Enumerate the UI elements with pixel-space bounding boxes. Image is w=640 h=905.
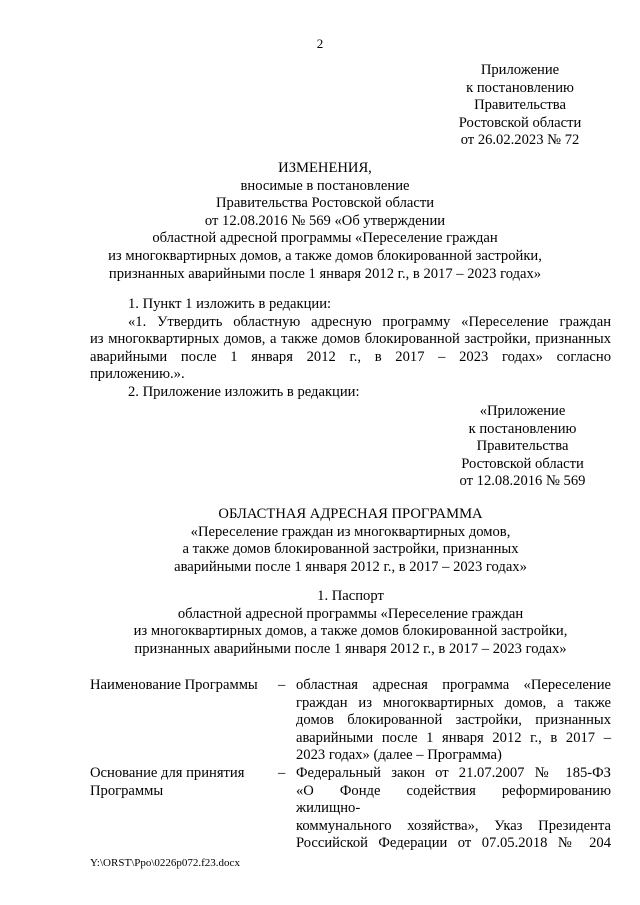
appendix-new-line: Ростовской области (461, 455, 584, 472)
changes-subtitle-line: от 12.08.2016 № 569 «Об утверждении (204, 212, 446, 229)
appendix-line: Приложение (480, 62, 560, 78)
value-line: 2023 годах» (далее – Программа) (296, 747, 502, 764)
appendix-header (440, 62, 600, 150)
passport-subtitle-line: областной адресной программы «Переселение граждан (177, 605, 524, 622)
passport-row-basis (90, 765, 611, 853)
program-subtitle-line: аварийными после 1 января 2012 г., в 2017 – 2023 годах» (174, 558, 527, 575)
dash: – (278, 764, 286, 781)
value-line: аварийными после 1 января 2012 г., в 2017 – (296, 729, 611, 746)
file-path-footer: Y:\ORST\Ppo\0226p072.f23.docx (90, 857, 240, 869)
appendix-new (440, 403, 605, 491)
program-subtitle-line: «Переселение граждан из многоквартирных домов, (190, 523, 511, 540)
value-line: «О Фонде содействия реформированию жилищно- (296, 782, 611, 817)
item-2-intro: 2. Приложение изложить в редакции: (128, 383, 360, 400)
page-number: 2 (316, 36, 324, 51)
label-line: Наименование Программы (90, 677, 258, 693)
appendix-line: от 26.02.2023 № 72 (460, 132, 580, 149)
passport-label (90, 765, 278, 853)
passport-value (296, 677, 611, 765)
appendix-new-line: от 12.08.2016 № 569 (459, 473, 586, 490)
value-line: Российской Федерации от 07.05.2018 № 204 (296, 835, 611, 852)
passport-subtitle-line: из многоквартирных домов, а также домов блокированной застройки, (133, 623, 568, 640)
passport-value (296, 765, 611, 853)
dash: – (278, 677, 286, 693)
value-line: областная адресная программа «Переселение (296, 677, 611, 693)
changes-subtitle-line: признанных аварийными после 1 января 2012 г., в 2017 – 2023 годах» (108, 265, 542, 282)
changes-heading (90, 160, 560, 283)
changes-subtitle-line: из многоквартирных домов, а также домов блокированной застройки, (108, 247, 542, 264)
changes-title: ИЗМЕНЕНИЯ, (278, 160, 372, 176)
program-heading (90, 506, 611, 576)
label-line: Основание для принятия (90, 764, 245, 781)
value-line: коммунального хозяйства», Указ Президента (296, 817, 611, 834)
item-1-text-line: приложению.». (90, 366, 185, 383)
appendix-line: Ростовской области (458, 114, 582, 131)
passport-row-name (90, 677, 611, 765)
passport-label (90, 677, 278, 765)
item-1-text-line: «1. Утвердить областную адресную программу «Переселение граждан (128, 313, 611, 330)
item-1-text-line: аварийными после 1 января 2012 г., в 2017 – 2023 годах» согласно (90, 348, 611, 365)
appendix-new-line: Правительства (476, 438, 569, 455)
passport-table (90, 677, 611, 853)
item-1 (90, 296, 611, 402)
appendix-line: к постановлению (466, 79, 574, 96)
label-line: Программы (90, 782, 164, 799)
item-1-text-line: из многоквартирных домов, а также домов блокированной застройки, признанных (90, 331, 611, 348)
item-1-intro: 1. Пункт 1 изложить в редакции: (128, 296, 332, 312)
passport-heading (90, 588, 611, 658)
appendix-new-line: к постановлению (468, 420, 577, 437)
passport-subtitle-line: признанных аварийными после 1 января 2012 г., в 2017 – 2023 годах» (134, 640, 567, 657)
program-title: ОБЛАСТНАЯ АДРЕСНАЯ ПРОГРАММА (218, 506, 483, 522)
appendix-new-line: «Приложение (479, 403, 566, 419)
changes-subtitle-line: вносимые в постановление (240, 177, 410, 194)
value-line: граждан из многоквартирных домов, а также (296, 694, 611, 711)
value-line: домов блокированной застройки, признанных (296, 712, 611, 729)
value-line: Федеральный закон от 21.07.2007 № 185-ФЗ (296, 764, 611, 781)
appendix-line: Правительства (474, 97, 566, 114)
changes-subtitle-line: Правительства Ростовской области (215, 195, 435, 212)
changes-subtitle-line: областной адресной программы «Переселение граждан (152, 230, 498, 247)
program-subtitle-line: а также домов блокированной застройки, признанных (182, 541, 519, 558)
passport-title: 1. Паспорт (317, 588, 384, 604)
